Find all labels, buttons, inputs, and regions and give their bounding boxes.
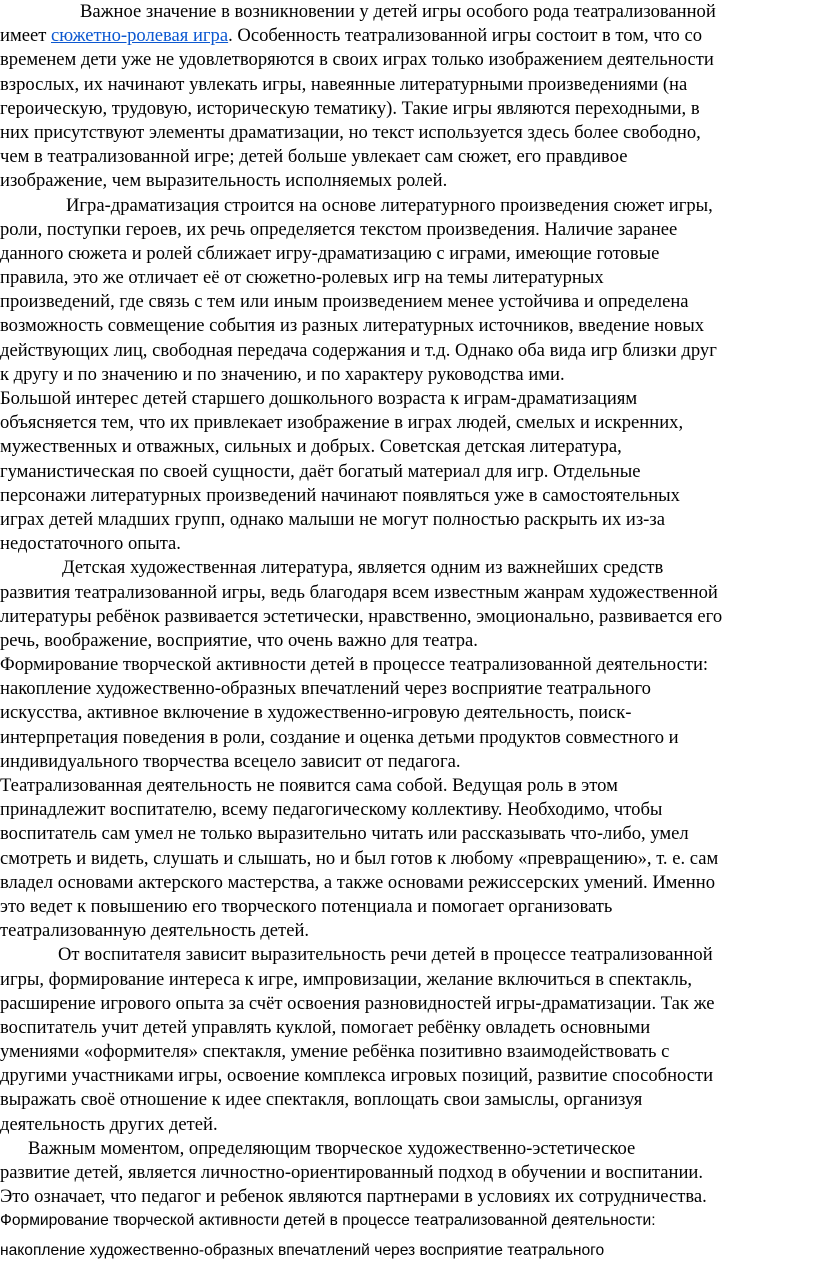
paragraph-2 [0, 194, 816, 388]
paragraph-7 [0, 943, 816, 1137]
text-line: выражать своё отношение к идее спектакля, воплощать свои замыслы, организуя [0, 1089, 643, 1111]
text-span: . Особенность театрализованной игры состоит в том, что со [228, 25, 703, 47]
text-line: к другу и по значению и по значению, и по характеру руководства ими. [0, 363, 565, 385]
text-line: персонажи литературных произведений начинают появляться уже в самостоятельных [0, 484, 680, 506]
paragraph-6 [0, 774, 816, 943]
text-span: имеет [0, 25, 51, 47]
text-line: изображение, чем выразительность исполняемых ролей. [0, 170, 448, 192]
text-line: От воспитателя зависит выразительность речи детей в процессе театрализованной [58, 944, 713, 966]
text-line: Важным моментом, определяющим творческое художественно-эстетическое [28, 1137, 636, 1159]
text-line: расширение игрового опыта за счёт освоения разновидностей игры-драматизации. Так же [0, 992, 715, 1014]
paragraph-3 [0, 387, 816, 556]
text-line: возможность совмещение события из разных литературных источников, введение новых [0, 315, 705, 337]
text-line: театрализованную деятельность детей. [0, 920, 310, 942]
paragraph-8 [0, 1137, 816, 1210]
text-line: интерпретация поведения в роли, создание и оценка детьми продуктов совместного и [0, 726, 679, 748]
role-play-link[interactable]: сюжетно-ролевая игра [51, 25, 229, 47]
paragraph-4 [0, 556, 816, 653]
text-line: это ведет к повышению его творческого потенциала и помогает организовать [0, 895, 613, 917]
footer-block [0, 1209, 816, 1263]
text-line: индивидуального творчества всецело зависит от педагога. [0, 750, 461, 772]
text-line: Игра-драматизация строится на основе литературного произведения сюжет игры, [66, 194, 713, 216]
text-line: героическую, трудовую, историческую тематику). Такие игры являются переходными, в [0, 97, 700, 119]
text-line: развитие детей, является личностно-ориентированный подход в обучении и воспитании. [0, 1162, 704, 1183]
text-line: искусства, активное включение в художественно-игровую деятельность, поиск- [0, 702, 632, 724]
text-line: недостаточного опыта. [0, 533, 181, 555]
text-line: Большой интерес детей старшего дошкольного возраста к играм-драматизациям [0, 388, 638, 409]
text-line: принадлежит воспитателю, всему педагогическому коллективу. Необходимо, чтобы [0, 799, 663, 821]
text-line: деятельность других детей. [0, 1113, 218, 1135]
text-line: взрослых, их начинают увлекать игры, навеянные литературными произведениями (на [0, 73, 688, 95]
text-line: владел основами актерского мастерства, а также основами режиссерских умений. Именно [0, 871, 715, 893]
text-line: данного сюжета и ролей сближает игру-драматизацию с играми, имеющие готовые [0, 242, 660, 264]
text-line: Важное значение в возникновении у детей игры особого рода театрализованной [80, 1, 716, 22]
text-line: Театрализованная деятельность не появится сама собой. Ведущая роль в этом [0, 775, 618, 796]
text-line: роли, поступки героев, их речь определяется текстом произведения. Наличие заранее [0, 218, 678, 240]
text-line: литературы ребёнок развивается эстетически, нравственно, эмоционально, развивается его [0, 605, 723, 627]
text-line: умениями «оформителя» спектакля, умение ребёнка позитивно взаимодействовать с [0, 1041, 670, 1063]
text-line: Детская художественная литература, является одним из важнейших средств [62, 557, 664, 579]
text-line: объясняется тем, что их привлекает изображение в играх людей, смелых и искренних, [0, 412, 684, 434]
text-line: них присутствуют элементы драматизации, но текст используется здесь более свободно, [0, 121, 701, 143]
text-line: воспитатель учит детей управлять куклой, помогает ребёнку овладеть основными [0, 1016, 651, 1038]
text-line: играх детей младших групп, однако малыши не могут полностью раскрыть их из-за [0, 508, 665, 530]
text-line [0, 24, 816, 48]
text-line: произведений, где связь с тем или иным произведением менее устойчива и определена [0, 291, 689, 313]
footer-line: Формирование творческой активности детей в процессе театрализованной деятельности: [0, 1212, 656, 1230]
text-line: гуманистическая по своей сущности, даёт богатый материал для игр. Отдельные [0, 460, 641, 482]
text-line: накопление художественно-образных впечатлений через восприятие театрального [0, 678, 651, 700]
text-line: Формирование творческой активности детей в процессе театрализованной деятельности: [0, 654, 709, 676]
text-line: действующих лиц, свободная передача содержания и т.д. Однако оба вида игр близки друг [0, 339, 717, 361]
text-line: другими участниками игры, освоение комплекса игровых позиций, развитие способности [0, 1065, 714, 1087]
footer-line: накопление художественно-образных впечатлений через восприятие театрального [0, 1242, 605, 1260]
text-line: смотреть и видеть, слушать и слышать, но и был готов к любому «превращению», т. е. сам [0, 847, 719, 869]
paragraph-1 [0, 0, 816, 194]
text-line: Это означает, что педагог и ребенок являются партнерами в условиях их сотрудничества. [0, 1186, 707, 1208]
paragraph-5 [0, 653, 816, 774]
text-line: временем дети уже не удовлетворяются в своих играх только изображением деятельности [0, 49, 714, 71]
text-line: игры, формирование интереса к игре, импровизации, желание включиться в спектакль, [0, 968, 692, 990]
text-line: чем в театрализованной игре; детей больше увлекает сам сюжет, его правдивое [0, 146, 628, 168]
text-line: мужественных и отважных, сильных и добрых. Советская детская литература, [0, 436, 622, 458]
text-line: воспитатель сам умел не только выразительно читать или рассказывать что-либо, умел [0, 823, 689, 845]
text-line: развития театрализованной игры, ведь благодаря всем известным жанрам художественной [0, 581, 718, 603]
text-line: правила, это же отличает её от сюжетно-ролевых игр на темы литературных [0, 267, 604, 289]
text-line: речь, воображение, восприятие, что очень важно для театра. [0, 629, 478, 651]
